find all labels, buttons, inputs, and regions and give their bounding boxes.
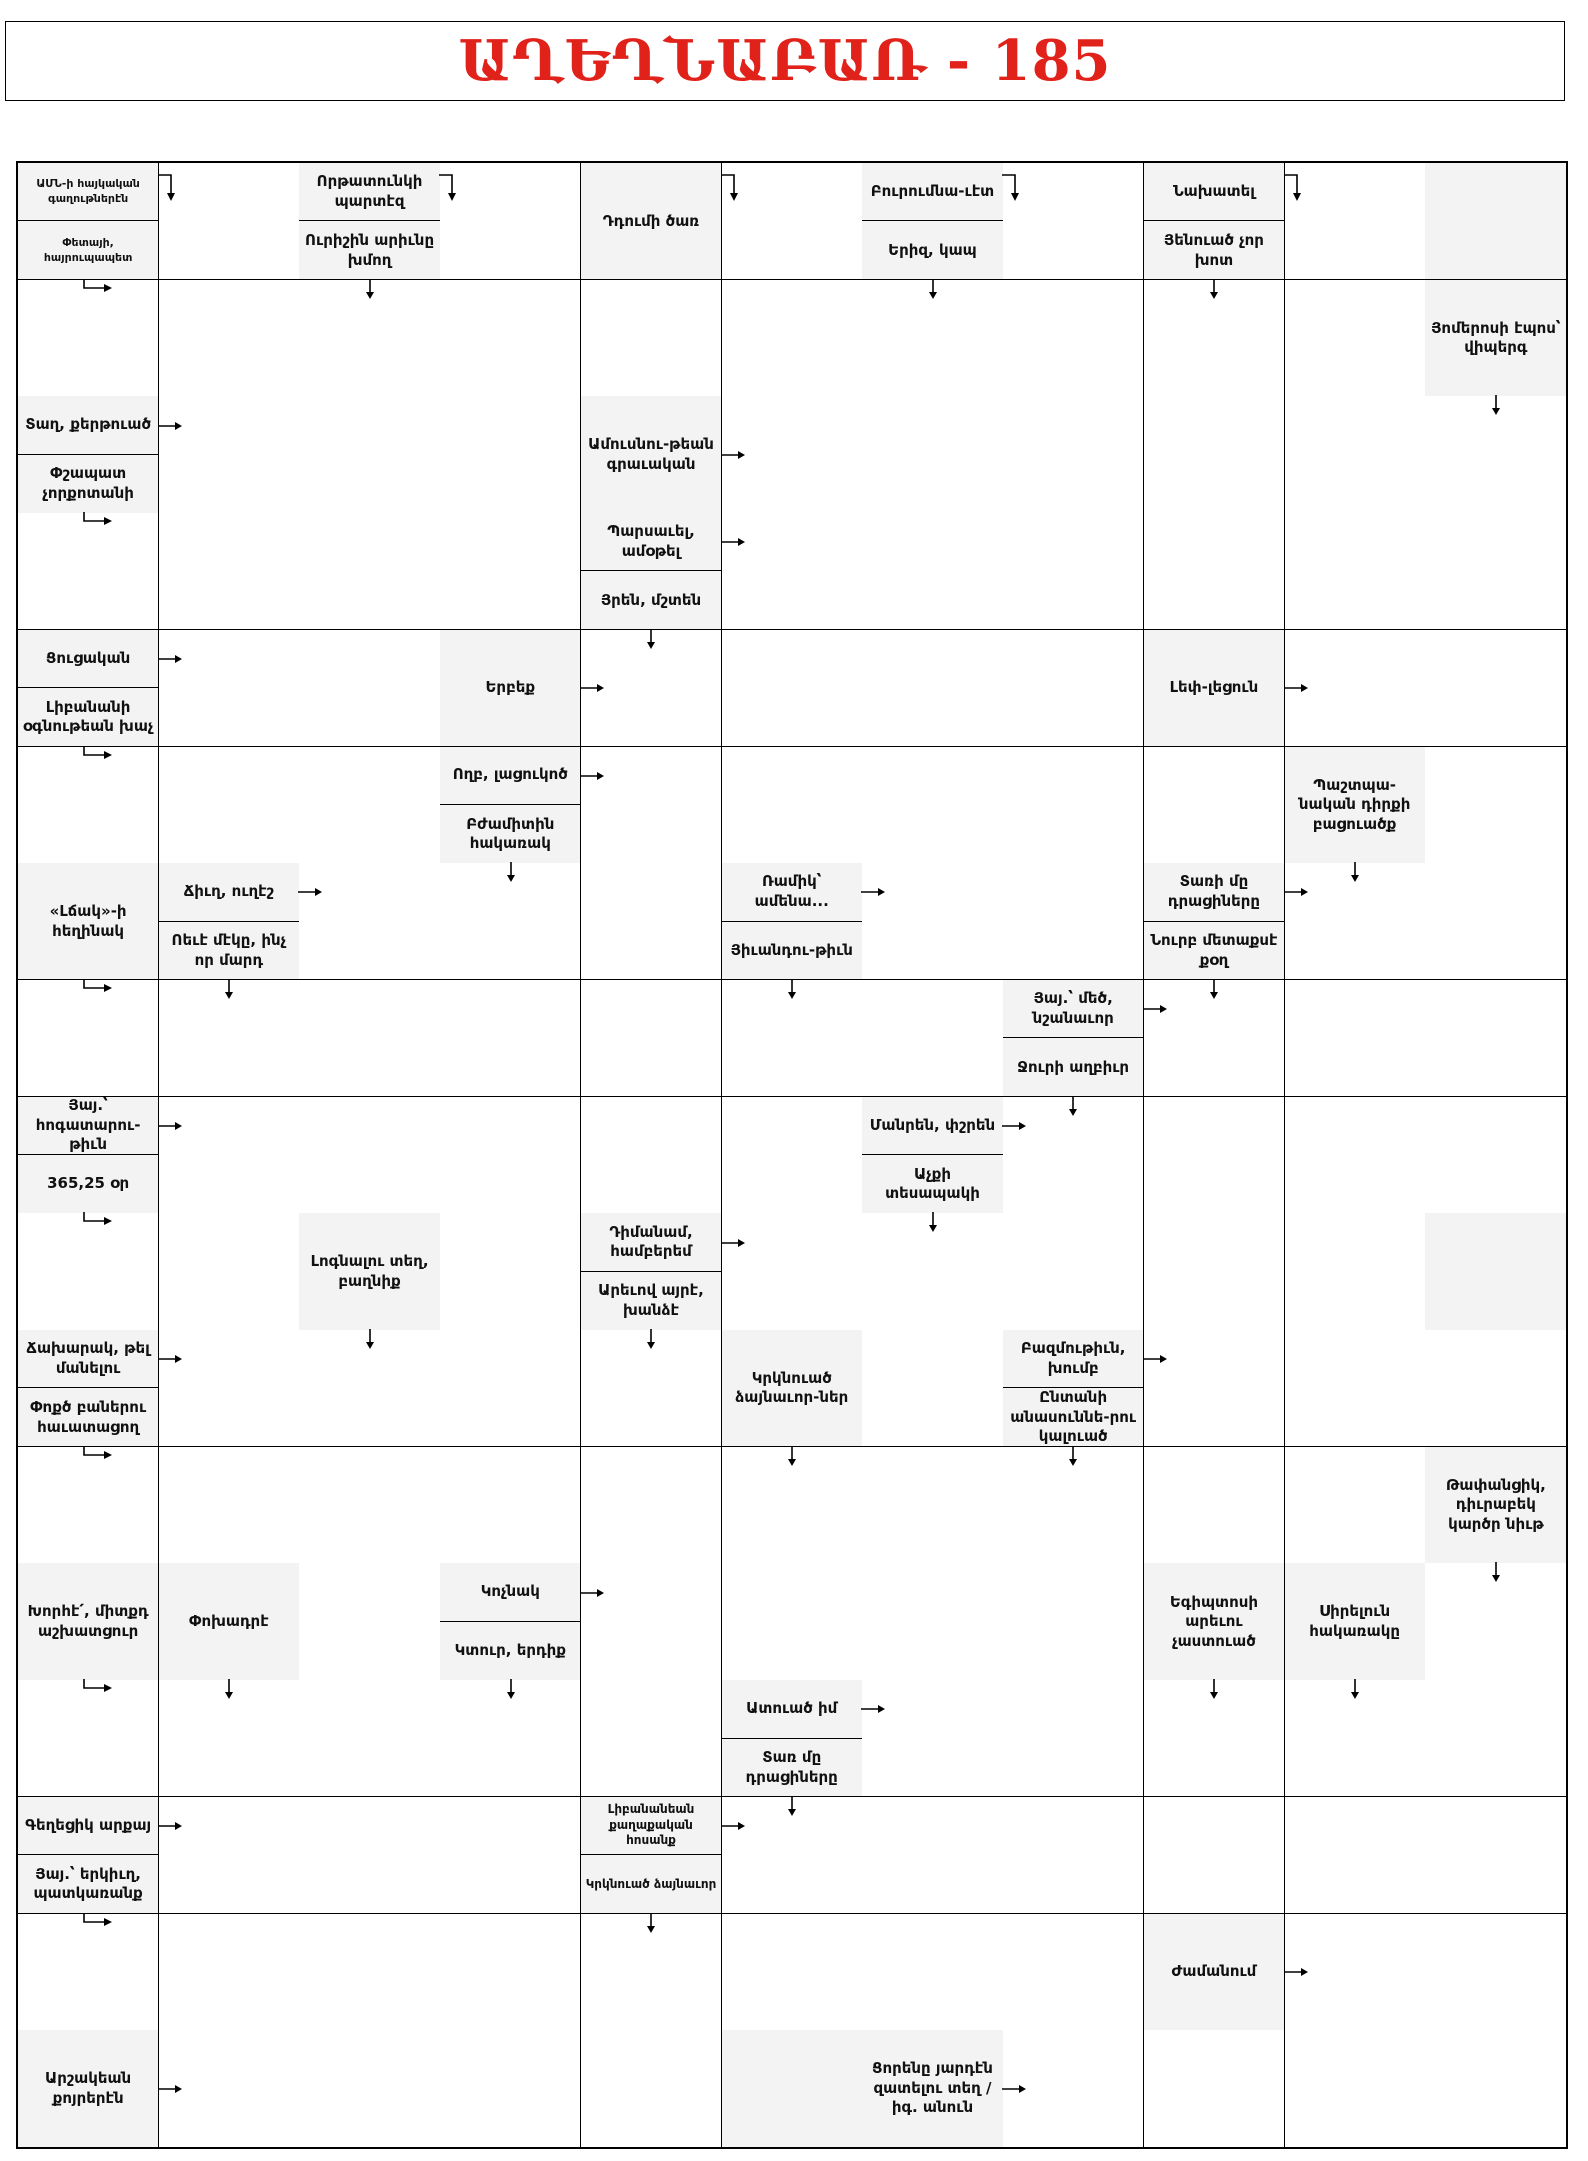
answer-cell[interactable] [1003, 1563, 1144, 1680]
clue-text: Երբեք [485, 678, 536, 697]
clue-text: Փոքծ բաներու հաւատացող [30, 1398, 147, 1436]
direction-arrow-icon [1283, 886, 1309, 898]
answer-cell[interactable] [299, 1097, 440, 1214]
answer-cell[interactable] [581, 1447, 722, 1564]
clue-text: Յոմերոսի էպոս՝ վիպերգ [1431, 318, 1561, 357]
clue-cell [581, 396, 722, 513]
direction-arrow-icon [364, 278, 376, 300]
clue-text: Ժամանում [1171, 1962, 1257, 1981]
clue-cell [1285, 1563, 1426, 1680]
answer-cell[interactable] [1285, 280, 1426, 397]
clue-text: Տաղ, քերթուած [18, 396, 158, 454]
direction-arrow-icon [157, 653, 183, 665]
answer-cell[interactable] [299, 396, 440, 513]
answer-cell[interactable] [440, 980, 581, 1097]
direction-arrow-icon [80, 1445, 114, 1467]
answer-cell[interactable] [440, 1330, 581, 1447]
direction-arrow-icon [80, 1678, 114, 1700]
direction-arrow-icon [1142, 1353, 1168, 1365]
answer-cell[interactable] [440, 396, 581, 513]
clue-cell [1285, 747, 1426, 864]
answer-cell[interactable] [1425, 1680, 1566, 1797]
direction-arrow-icon [157, 1820, 183, 1832]
answer-cell[interactable] [299, 1563, 440, 1680]
direction-arrow-icon [720, 1237, 746, 1249]
clue-cell [1144, 630, 1285, 747]
direction-arrow-icon [1208, 278, 1220, 300]
clue-cell [722, 863, 863, 980]
clue-text: Բազմութիւն, խումբ [1003, 1330, 1143, 1388]
answer-cell[interactable] [299, 513, 440, 630]
clue-text: «Լճակ»-ի հեղինակ [49, 902, 127, 940]
clue-cell [1003, 980, 1144, 1097]
direction-arrow-icon [1001, 1120, 1027, 1132]
answer-cell[interactable] [1003, 1213, 1144, 1330]
direction-arrow-icon [157, 2083, 183, 2095]
answer-cell[interactable] [159, 513, 300, 630]
direction-arrow-icon [80, 1912, 114, 1934]
clue-text: Գեղեցիկ արքայ [18, 1797, 158, 1855]
answer-cell[interactable] [581, 1097, 722, 1214]
clue-cell [722, 1680, 863, 1797]
clue-cell [18, 163, 159, 280]
clue-text: Փետայի, հայրուպապետ [43, 236, 133, 264]
direction-arrow-icon [860, 886, 886, 898]
clue-text: Ընտանի անասուննե-րու կալուած [1010, 1388, 1137, 1446]
answer-cell[interactable] [159, 280, 300, 397]
answer-cell[interactable] [1003, 280, 1144, 397]
direction-arrow-icon [80, 511, 114, 533]
direction-arrow-icon [786, 1795, 798, 1817]
direction-arrow-icon [579, 682, 605, 694]
answer-cell[interactable] [440, 1213, 581, 1330]
answer-cell[interactable] [440, 280, 581, 397]
clue-text: Բժամիտին հակառակ [466, 814, 555, 853]
clue-cell [722, 2030, 863, 2147]
answer-cell[interactable] [581, 980, 722, 1097]
clue-text: Խորհէ՛, միտքդ աշխատցուր [27, 1602, 149, 1640]
answer-cell[interactable] [1425, 513, 1566, 630]
direction-arrow-icon [80, 978, 114, 1000]
clue-text: Լեփ-լեցուն [1169, 678, 1259, 697]
answer-cell[interactable] [1003, 396, 1144, 513]
direction-arrow-icon [157, 1120, 183, 1132]
clue-text: Լիբանանեան քաղաքական հոսանք [581, 1797, 721, 1855]
clue-cell [1144, 1914, 1285, 2031]
direction-arrow-icon [1208, 978, 1220, 1000]
answer-cell[interactable] [862, 513, 1003, 630]
clue-cell [1144, 863, 1285, 980]
direction-arrow-icon [1283, 1966, 1309, 1978]
answer-cell[interactable] [1285, 980, 1426, 1097]
clue-cell [299, 1213, 440, 1330]
clue-text: Սիրելուն հակառակը [1309, 1602, 1401, 1640]
answer-cell[interactable] [440, 1447, 581, 1564]
clue-text: Կտուր, երդիք [454, 1641, 566, 1660]
answer-cell[interactable] [862, 1330, 1003, 1447]
answer-cell[interactable] [159, 1330, 300, 1447]
answer-cell[interactable] [581, 1680, 722, 1797]
direction-arrow-icon [1067, 1445, 1079, 1467]
answer-cell[interactable] [1285, 2030, 1426, 2147]
answer-cell[interactable] [159, 1447, 300, 1564]
clue-text: Լոգնալու տեղ, բաղնիք [310, 1252, 429, 1290]
answer-cell[interactable] [440, 513, 581, 630]
direction-arrow-icon [1283, 682, 1309, 694]
answer-cell[interactable] [581, 2030, 722, 2147]
answer-cell[interactable] [862, 1680, 1003, 1797]
clue-cell [440, 630, 581, 747]
clue-cell [159, 1563, 300, 1680]
clue-text: Նախատել [1144, 163, 1284, 221]
clue-text: Արշակեան քոյրերէն [45, 2069, 132, 2107]
clue-text: Պաշտպա-նական դիրքի բացուածք [1298, 775, 1411, 833]
clue-text [722, 2030, 862, 2147]
clue-cell [1425, 1213, 1566, 1330]
answer-cell[interactable] [1144, 2030, 1285, 2147]
clue-text: Յենուած չոր խոտ [1163, 231, 1264, 269]
answer-cell[interactable] [159, 1213, 300, 1330]
puzzle-title: ԱՂԵՂՆԱԲԱՌ - 185 [5, 21, 1565, 101]
clue-text: Թափանցիկ, դիւրաբեկ կարծր նիւթ [1445, 1475, 1546, 1533]
direction-arrow-icon [1001, 173, 1027, 203]
clue-text: Բուրումնա-ւէտ [862, 163, 1002, 221]
clue-text: Պարսաւել, ամօթել [581, 513, 721, 571]
answer-cell[interactable] [440, 2030, 581, 2147]
answer-cell[interactable] [581, 1563, 722, 1680]
direction-arrow-icon [720, 536, 746, 548]
answer-cell[interactable] [862, 747, 1003, 864]
answer-cell[interactable] [1285, 1447, 1426, 1564]
answer-cell[interactable] [1425, 2030, 1566, 2147]
answer-cell[interactable] [862, 1447, 1003, 1564]
clue-text: Ցորենը յարդէն զատելու տեղ / իգ. անուն [872, 2059, 993, 2117]
answer-cell[interactable] [1425, 863, 1566, 980]
direction-arrow-icon [927, 278, 939, 300]
answer-cell[interactable] [1144, 396, 1285, 513]
answer-cell[interactable] [1285, 1097, 1426, 1214]
clue-text: Եգիպտոսի արեւու չաստուած [1169, 1592, 1258, 1650]
clue-text [1425, 1213, 1566, 1330]
clue-text: Մանրեն, փշրեն [862, 1097, 1002, 1155]
answer-cell[interactable] [722, 1563, 863, 1680]
clue-text: Ոեւէ մէկը, ինչ որ մարդ [171, 931, 287, 969]
answer-cell[interactable] [440, 1797, 581, 1914]
clue-cell [18, 396, 159, 513]
answer-cell[interactable] [1144, 1447, 1285, 1564]
direction-arrow-icon [786, 978, 798, 1000]
clue-text: Դիմանամ, համբերեմ [581, 1213, 721, 1271]
clue-text: Կրկնուած ձայնաւոր-ներ [735, 1368, 849, 1407]
clue-text: Ցուցական [18, 630, 158, 688]
clue-cell [18, 1797, 159, 1914]
answer-cell[interactable] [862, 1797, 1003, 1914]
direction-arrow-icon [1349, 861, 1361, 883]
answer-cell[interactable] [1144, 1797, 1285, 1914]
answer-cell[interactable] [1144, 1213, 1285, 1330]
clue-cell [18, 1563, 159, 1680]
clue-cell [159, 863, 300, 980]
answer-cell[interactable] [1144, 513, 1285, 630]
answer-cell[interactable] [1003, 1797, 1144, 1914]
direction-arrow-icon [80, 1211, 114, 1233]
clue-cell [1425, 1447, 1566, 1564]
answer-cell[interactable] [1003, 863, 1144, 980]
crossword-grid [16, 161, 1568, 2149]
clue-text: Յրեն, մշտեն [600, 590, 702, 609]
answer-cell[interactable] [862, 630, 1003, 747]
clue-text: Նուրբ մետաքսէ քօղ [1150, 931, 1278, 969]
clue-text: Աչքի տեսապակի [885, 1164, 980, 1203]
answer-cell[interactable] [159, 1914, 300, 2031]
clue-text: Ատուած իմ [722, 1680, 862, 1738]
clue-cell [581, 163, 722, 280]
answer-cell[interactable] [1144, 1097, 1285, 1214]
clue-cell [299, 163, 440, 280]
answer-cell[interactable] [1285, 513, 1426, 630]
clue-text: Յայ.՝ հոգատարու-թիւն [18, 1097, 158, 1155]
direction-arrow-icon [1349, 1678, 1361, 1700]
clue-text: Կրկնուած ձայնաւոր [585, 1876, 717, 1891]
direction-arrow-icon [1142, 1003, 1168, 1015]
answer-cell[interactable] [1425, 1914, 1566, 2031]
answer-cell[interactable] [299, 980, 440, 1097]
answer-cell[interactable] [299, 1797, 440, 1914]
clue-cell [440, 747, 581, 864]
direction-arrow-icon [1490, 394, 1502, 416]
clue-text: Յայ.՝ մեծ, նշանաւոր [1003, 980, 1143, 1038]
clue-text [1425, 163, 1566, 280]
clue-text: Ռամիկ՝ ամենա... [722, 863, 862, 921]
answer-cell[interactable] [299, 630, 440, 747]
clue-text: Կոչնակ [440, 1563, 580, 1621]
clue-cell [862, 163, 1003, 280]
answer-cell[interactable] [862, 863, 1003, 980]
answer-cell[interactable] [1003, 513, 1144, 630]
clue-text: Ողբ, լացուկոծ [440, 747, 580, 805]
direction-arrow-icon [438, 173, 464, 203]
clue-text: Ջուրի աղբիւր [1017, 1057, 1130, 1076]
answer-cell[interactable] [1425, 747, 1566, 864]
answer-cell[interactable] [581, 280, 722, 397]
answer-cell[interactable] [581, 863, 722, 980]
answer-cell[interactable] [862, 980, 1003, 1097]
answer-cell[interactable] [862, 1914, 1003, 2031]
answer-cell[interactable] [1003, 1914, 1144, 2031]
direction-arrow-icon [505, 1678, 517, 1700]
clue-cell [1003, 1330, 1144, 1447]
answer-cell[interactable] [1003, 747, 1144, 864]
answer-cell[interactable] [1425, 1330, 1566, 1447]
direction-arrow-icon [505, 861, 517, 883]
direction-arrow-icon [80, 745, 114, 767]
clue-text: Ամուսնու-թեան գրաւական [588, 435, 714, 473]
clue-cell [18, 863, 159, 980]
answer-cell[interactable] [722, 1213, 863, 1330]
answer-cell[interactable] [581, 747, 722, 864]
direction-arrow-icon [645, 628, 657, 650]
clue-text: ԱՄՆ-ի հայկական գաղութներէն [18, 163, 158, 221]
answer-cell[interactable] [299, 863, 440, 980]
answer-cell[interactable] [299, 2030, 440, 2147]
answer-cell[interactable] [1003, 1680, 1144, 1797]
direction-arrow-icon [645, 1328, 657, 1350]
clue-cell [581, 1213, 722, 1330]
direction-arrow-icon [720, 1820, 746, 1832]
clue-text: 365,25 օր [47, 1174, 130, 1193]
direction-arrow-icon [645, 1912, 657, 1934]
answer-cell[interactable] [862, 1563, 1003, 1680]
answer-cell[interactable] [440, 1914, 581, 2031]
clue-text: Յիւանդու-թիւն [730, 941, 853, 959]
clue-text: Տառ մը դրացիները [745, 1748, 838, 1786]
clue-cell [1144, 1563, 1285, 1680]
clue-cell [581, 1797, 722, 1914]
clue-text: Փշապատ չորքոտանի [42, 464, 134, 502]
direction-arrow-icon [786, 1445, 798, 1467]
answer-cell[interactable] [722, 630, 863, 747]
direction-arrow-icon [927, 1211, 939, 1233]
answer-cell[interactable] [1425, 630, 1566, 747]
clue-cell [862, 1097, 1003, 1214]
direction-arrow-icon [157, 1353, 183, 1365]
answer-cell[interactable] [722, 513, 863, 630]
answer-cell[interactable] [299, 1447, 440, 1564]
clue-cell [581, 513, 722, 630]
answer-cell[interactable] [1144, 747, 1285, 864]
answer-cell[interactable] [299, 1914, 440, 2031]
clue-cell [1144, 163, 1285, 280]
clue-cell [18, 1097, 159, 1214]
direction-arrow-icon [80, 278, 114, 300]
clue-text: Տառի մը դրացիները [1144, 863, 1284, 921]
answer-cell[interactable] [159, 1797, 300, 1914]
clue-text: Ճախարակ, թել մանելու [18, 1330, 158, 1388]
direction-arrow-icon [579, 770, 605, 782]
direction-arrow-icon [297, 886, 323, 898]
direction-arrow-icon [720, 173, 746, 203]
answer-cell[interactable] [1425, 980, 1566, 1097]
answer-cell[interactable] [299, 747, 440, 864]
direction-arrow-icon [1283, 173, 1309, 203]
answer-cell[interactable] [159, 396, 300, 513]
clue-cell [722, 1330, 863, 1447]
clue-text: Լիբանանի օգնութեան խաչ [22, 697, 154, 736]
direction-arrow-icon [860, 1703, 886, 1715]
clue-text: Ճիւղ, ուղէշ [159, 863, 299, 921]
direction-arrow-icon [720, 449, 746, 461]
clue-text: Արեւով այրէ, խանձէ [598, 1281, 704, 1319]
answer-cell[interactable] [1285, 1797, 1426, 1914]
clue-cell [18, 630, 159, 747]
answer-cell[interactable] [722, 1914, 863, 2031]
direction-arrow-icon [1490, 1561, 1502, 1583]
clue-text: Որթատունկի պարտէզ [299, 163, 439, 221]
answer-cell[interactable] [1425, 1797, 1566, 1914]
clue-text: Դդումի ծառ [602, 211, 700, 230]
clue-text: Փոխադրէ [188, 1612, 269, 1631]
answer-cell[interactable] [1285, 1213, 1426, 1330]
direction-arrow-icon [579, 1587, 605, 1599]
clue-cell [1425, 163, 1566, 280]
answer-cell[interactable] [722, 747, 863, 864]
clue-cell [862, 2030, 1003, 2147]
clue-text: Երիզ, կապ [888, 240, 977, 259]
clue-text: Յայ.՝ երկիւղ, պատկառանք [33, 1864, 143, 1903]
answer-cell[interactable] [159, 1097, 300, 1214]
direction-arrow-icon [223, 978, 235, 1000]
direction-arrow-icon [1208, 1678, 1220, 1700]
direction-arrow-icon [1067, 1095, 1079, 1117]
clue-cell [440, 1563, 581, 1680]
answer-cell[interactable] [1285, 1330, 1426, 1447]
clue-text: Ուրիշին արիւնը խմող [305, 231, 435, 269]
answer-cell[interactable] [440, 1097, 581, 1214]
direction-arrow-icon [157, 173, 183, 203]
answer-cell[interactable] [722, 1097, 863, 1214]
answer-cell[interactable] [1425, 1097, 1566, 1214]
direction-arrow-icon [364, 1328, 376, 1350]
clue-cell [18, 2030, 159, 2147]
direction-arrow-icon [157, 420, 183, 432]
answer-cell[interactable] [159, 747, 300, 864]
answer-cell[interactable] [1144, 1330, 1285, 1447]
answer-cell[interactable] [159, 630, 300, 747]
answer-cell[interactable] [862, 396, 1003, 513]
clue-cell [1425, 280, 1566, 397]
clue-cell [18, 1330, 159, 1447]
direction-arrow-icon [1001, 2083, 1027, 2095]
answer-cell[interactable] [1285, 396, 1426, 513]
answer-cell[interactable] [299, 1680, 440, 1797]
direction-arrow-icon [223, 1678, 235, 1700]
answer-cell[interactable] [722, 280, 863, 397]
answer-cell[interactable] [1003, 630, 1144, 747]
